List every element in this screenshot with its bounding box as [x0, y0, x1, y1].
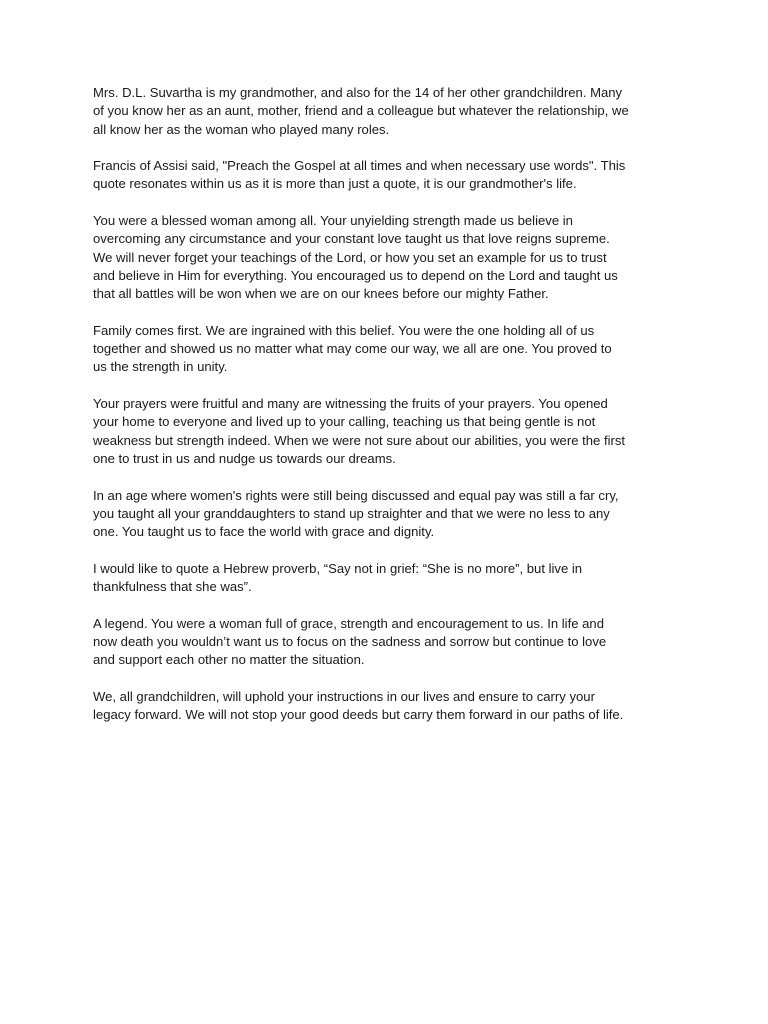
document-page: [93, 84, 683, 743]
paragraph-francis-quote: Francis of Assisi said, "Preach the Gospel at all times and when necessary use words". This quote resonates within us as it is more than just a quote, it is our grandmother's life.: [93, 158, 626, 192]
paragraph-hebrew-proverb: I would like to quote a Hebrew proverb, “Say not in grief: “She is no more”, but live in thankfulness that she was”.: [93, 560, 583, 595]
paragraph-blessed-woman: You were a blessed woman among all. Your unyielding strength made us believe in overcoming any circumstance and your constant love taught us that love reigns supreme. We will never forget your teachings of the Lord, or how you set an example for us to trust and believe in Him for everything. You encouraged us to depend on the Lord and taught us that all battles will be won when we are on our knees before our mighty Father.: [93, 213, 618, 302]
paragraph-legend: A legend. You were a woman full of grace, strength and encouragement to us. In life and now death you wouldn’t want us to focus on the sadness and sorrow but continue to love and support each other no matter the situation.: [93, 615, 607, 668]
paragraph-closing: We, all grandchildren, will uphold your instructions in our lives and ensure to carry your legacy forward. We will not stop your good deeds but carry them forward in our paths of life.: [93, 688, 624, 723]
paragraph-family: Family comes first. We are ingrained with this belief. You were the one holding all of us together and showed us no matter what may come our way, we all are one. You proved to us the strength in unity.: [93, 322, 612, 375]
paragraph-womens-rights: In an age where women's rights were still being discussed and equal pay was still a far cry, you taught all your granddaughters to stand up straighter and that we were no less to any one. You taught us to face the world with grace and dignity.: [93, 487, 619, 540]
paragraph-intro: Mrs. D.L. Suvartha is my grandmother, and also for the 14 of her other grandchildren. Many of you know her as an aunt, mother, friend and a colleague but whatever the relationship, we all know her as the woman who played many roles.: [93, 85, 629, 137]
paragraph-prayers: Your prayers were fruitful and many are witnessing the fruits of your prayers. You opened your home to everyone and lived up to your calling, teaching us that being gentle is not weakness but strength indeed. When we were not sure about our abilities, you were the first one to trust in us and nudge us towards our dreams.: [93, 396, 626, 466]
